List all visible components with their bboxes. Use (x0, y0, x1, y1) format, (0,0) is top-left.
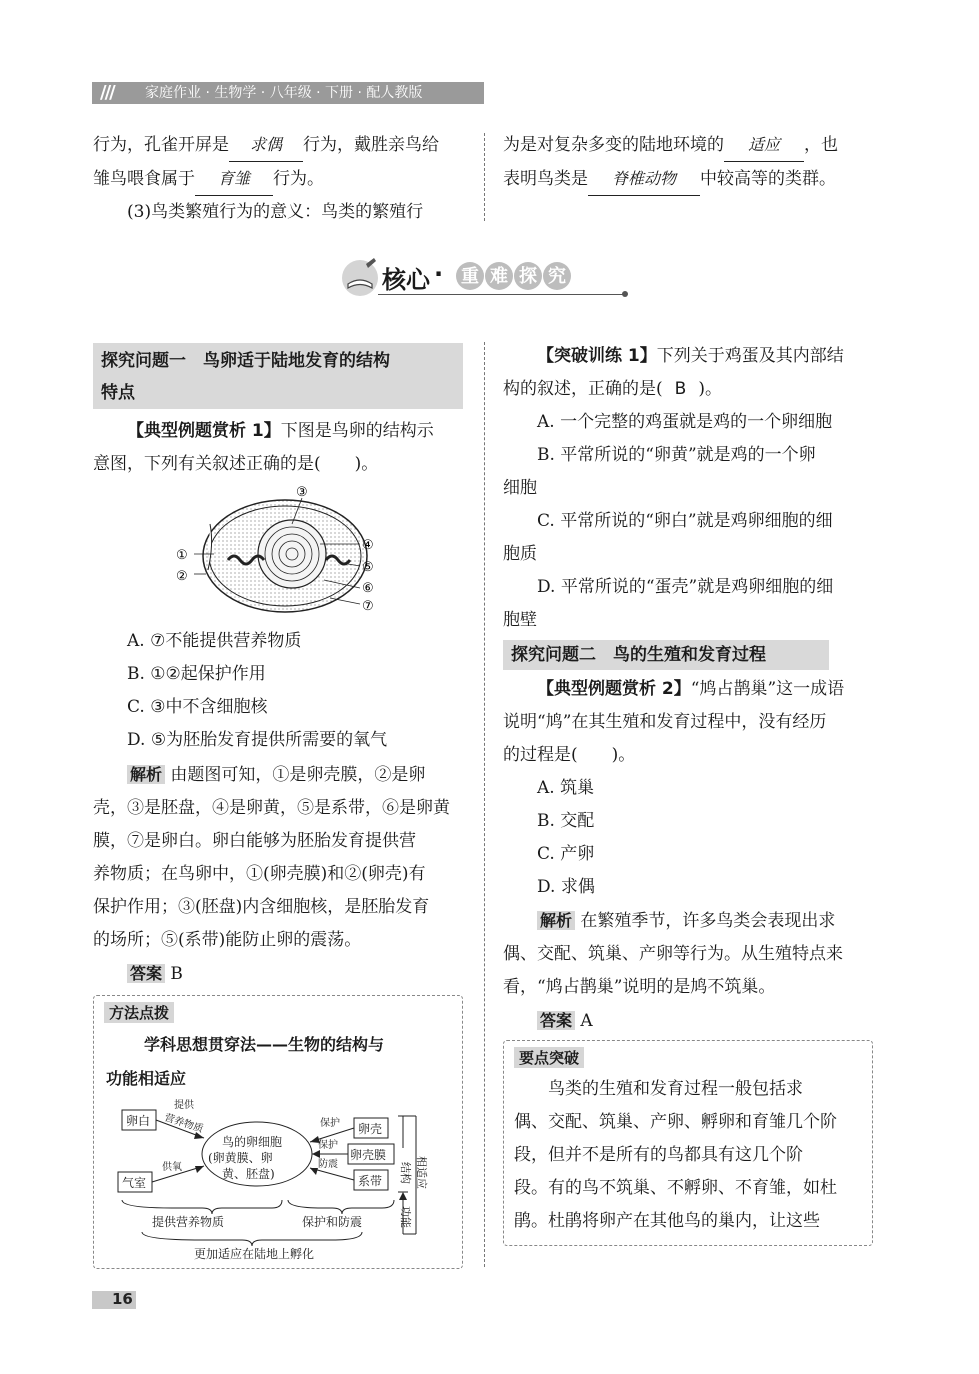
analysis-1 (93, 758, 465, 991)
diagram-center-line1: 鸟的卵细胞 (222, 1135, 283, 1149)
answer-tag: 答案 (537, 1011, 575, 1030)
diagram-arrow-label: 保护 (320, 1118, 340, 1129)
header-title: 家庭作业 · 生物学 · 八年级 · 下册 · 配人教版 (145, 85, 423, 101)
diagram-bottom-all: 更加适应在陆地上孵化 (194, 1247, 315, 1261)
text: 行为。 (273, 169, 324, 189)
header-slashes: /// (100, 82, 114, 103)
page-number-text: 16 (112, 1290, 133, 1308)
example-tag: 【典型例题赏析 2】 (537, 679, 691, 699)
key-points-text (514, 1073, 837, 1238)
diagram-box-luanke: 卵壳 (358, 1122, 383, 1136)
training-1 (503, 340, 875, 637)
column-divider (484, 133, 485, 221)
egg-label: ⑦ (362, 599, 374, 614)
text: 在繁殖季节，许多鸟类会表现出求 (580, 911, 836, 931)
option: C. ③中不含细胞核 (127, 697, 268, 717)
section-heading-1 (93, 343, 463, 409)
text: 壳，③是胚盘，④是卵黄，⑤是系带，⑥是卵黄 (93, 798, 450, 818)
method-title: 学科思想贯穿法——生物的结构与 (144, 1035, 385, 1054)
answer-tag: 答案 (127, 964, 165, 983)
diagram-bottom-left: 提供营养物质 (152, 1215, 225, 1229)
answer-blank: 适应 (724, 128, 804, 162)
top-left-text (93, 128, 465, 229)
diagram-jiegou: 结构 (399, 1162, 412, 1184)
banner-chars (456, 262, 572, 290)
diagram-arrow-label: 供氧 (162, 1162, 182, 1173)
text: 表明鸟类是 (503, 169, 588, 189)
diagram-center-line3: 黄、胚盘) (222, 1167, 275, 1181)
method-tag: 方法点拨 (104, 1002, 174, 1023)
text: 鸟类的生殖和发育过程一般包括求 (548, 1079, 803, 1099)
text: “鸠占鹊巢”这一成语 (690, 679, 845, 699)
diagram-arrow-label: 防震 (318, 1159, 338, 1170)
banner-dot: · (434, 260, 444, 288)
diagram-xiangshiying: 相适应 (415, 1156, 428, 1189)
text: 鹃。杜鹃将卵产在其他鸟的巢内，让这些 (514, 1211, 820, 1231)
text: 段，但并不是所有的鸟都具有这几个阶 (514, 1145, 803, 1165)
text: 看，“鸠占鹊巢”说明的是鸠不筑巢。 (503, 977, 776, 997)
banner-core: 核心 (382, 266, 430, 294)
banner-char: 难 (485, 262, 513, 290)
answer-value: B (170, 964, 183, 984)
diagram-center-line2: (卵黄膜、卵 (208, 1151, 273, 1165)
text: 中较高等的类群。 (700, 169, 836, 189)
option: D. 求偶 (537, 877, 595, 897)
analysis-tag: 解析 (537, 911, 575, 930)
diagram-arrow-label: 保护 (318, 1140, 338, 1151)
option: A. 一个完整的鸡蛋就是鸡的一个卵细胞 (537, 412, 833, 432)
text: 构的叙述，正确的是( (503, 379, 663, 399)
answer-blank: 脊椎动物 (588, 162, 700, 196)
text: 雏鸟喂食属于 (93, 169, 195, 189)
heading-line: 探究问题二 鸟的生殖和发育过程 (511, 645, 766, 665)
text: 说明“鸠”在其生殖和发育过程中，没有经历 (503, 712, 827, 732)
column-divider (484, 342, 485, 1267)
diagram-arrow-label: 营养物质 (163, 1112, 205, 1136)
egg-label: ⑤ (362, 560, 374, 575)
option: C. 产卵 (537, 844, 595, 864)
banner-char: 探 (514, 262, 542, 290)
text: 段。有的鸟不筑巢、不孵卵、不育雏，如杜 (514, 1178, 837, 1198)
diagram-bottom-right: 保护和防震 (302, 1215, 363, 1229)
answer-blank: 求偶 (229, 128, 303, 162)
key-points-box (503, 1040, 873, 1246)
text: 的过程是( )。 (503, 745, 636, 765)
example-tag: 【典型例题赏析 1】 (127, 421, 281, 441)
text: 意图，下列有关叙述正确的是( )。 (93, 454, 379, 474)
method-box (93, 995, 463, 1269)
option: D. ⑤为胚胎发育提供所需要的氧气 (127, 730, 388, 750)
option: B. ①②起保护作用 (127, 664, 266, 684)
analysis-tag: 解析 (127, 765, 165, 784)
option-continued: 细胞 (503, 478, 537, 498)
text: 下列关于鸡蛋及其内部结 (656, 346, 844, 366)
diagram-box-luankemo: 卵壳膜 (350, 1148, 387, 1162)
text: 行为，戴胜亲鸟给 (303, 135, 439, 155)
text: 膜，⑦是卵白。卵白能够为胚胎发育提供营 (93, 831, 416, 851)
method-title: 功能相适应 (106, 1069, 187, 1088)
text: 的场所；⑤(系带)能防止卵的震荡。 (93, 930, 362, 950)
option: B. 交配 (537, 811, 595, 831)
option: D. 平常所说的“蛋壳”就是鸡卵细胞的细 (537, 577, 834, 597)
example-2 (503, 673, 875, 1038)
example-1 (93, 415, 465, 481)
option: A. ⑦不能提供营养物质 (127, 631, 302, 651)
egg-label: ③ (296, 485, 308, 500)
answer-value: A (580, 1011, 593, 1031)
banner-dot-end (622, 291, 628, 297)
diagram-box-xidai: 系带 (358, 1174, 383, 1188)
option: A. 筑巢 (537, 778, 595, 798)
heading-line: 探究问题一 鸟卵适于陆地发育的结构 (101, 351, 390, 371)
banner-underline (378, 294, 626, 295)
option-continued: 胞质 (503, 544, 537, 564)
training-tag: 【突破训练 1】 (537, 346, 657, 366)
section-banner (338, 252, 638, 302)
egg-label: ④ (362, 538, 374, 553)
heading-line: 特点 (101, 383, 135, 403)
book-pen-icon (338, 254, 382, 298)
egg-label: ① (176, 548, 188, 563)
page-number (92, 1291, 136, 1309)
structure-function-diagram (112, 1094, 452, 1262)
text: 行为，孔雀开屏是 (93, 135, 229, 155)
egg-label: ⑥ (362, 581, 374, 596)
text: ，也 (804, 135, 838, 155)
text: 为是对复杂多变的陆地环境的 (503, 135, 724, 155)
diagram-arrow-label: 提供 (174, 1100, 194, 1111)
top-right-text (503, 128, 875, 196)
egg-label: ② (176, 569, 188, 584)
key-points-tag: 要点突破 (514, 1047, 584, 1068)
banner-char: 究 (543, 262, 571, 290)
diagram-box-qishi: 气室 (122, 1176, 147, 1190)
text: 偶、交配、筑巢、产卵等行为。从生殖特点来 (503, 944, 843, 964)
option: C. 平常所说的“卵白”就是鸡卵细胞的细 (537, 511, 833, 531)
answer-blank: 育雏 (195, 162, 273, 196)
text: (3)鸟类繁殖行为的意义：鸟类的繁殖行 (127, 202, 424, 222)
option: B. 平常所说的“卵黄”就是鸡的一个卵 (537, 445, 816, 465)
section-heading-2 (503, 640, 829, 670)
training-answer: B (674, 379, 687, 399)
text: 保护作用；③(胚盘)内含细胞核，是胚胎发育 (93, 897, 430, 917)
diagram-gongneng: 功能 (399, 1206, 412, 1228)
text: 养物质；在鸟卵中，①(卵壳膜)和②(卵壳)有 (93, 864, 426, 884)
diagram-box-luanbai: 卵白 (126, 1114, 151, 1128)
text: )。 (698, 379, 722, 399)
text: 下图是鸟卵的结构示 (280, 421, 434, 441)
text: 由题图可知，①是卵壳膜，②是卵 (170, 765, 426, 785)
options-1 (127, 625, 499, 757)
banner-char: 重 (456, 262, 484, 290)
option-continued: 胞壁 (503, 610, 537, 630)
text: 偶、交配、筑巢、产卵、孵卵和育雏几个阶 (514, 1112, 837, 1132)
egg-structure-diagram (170, 484, 390, 614)
